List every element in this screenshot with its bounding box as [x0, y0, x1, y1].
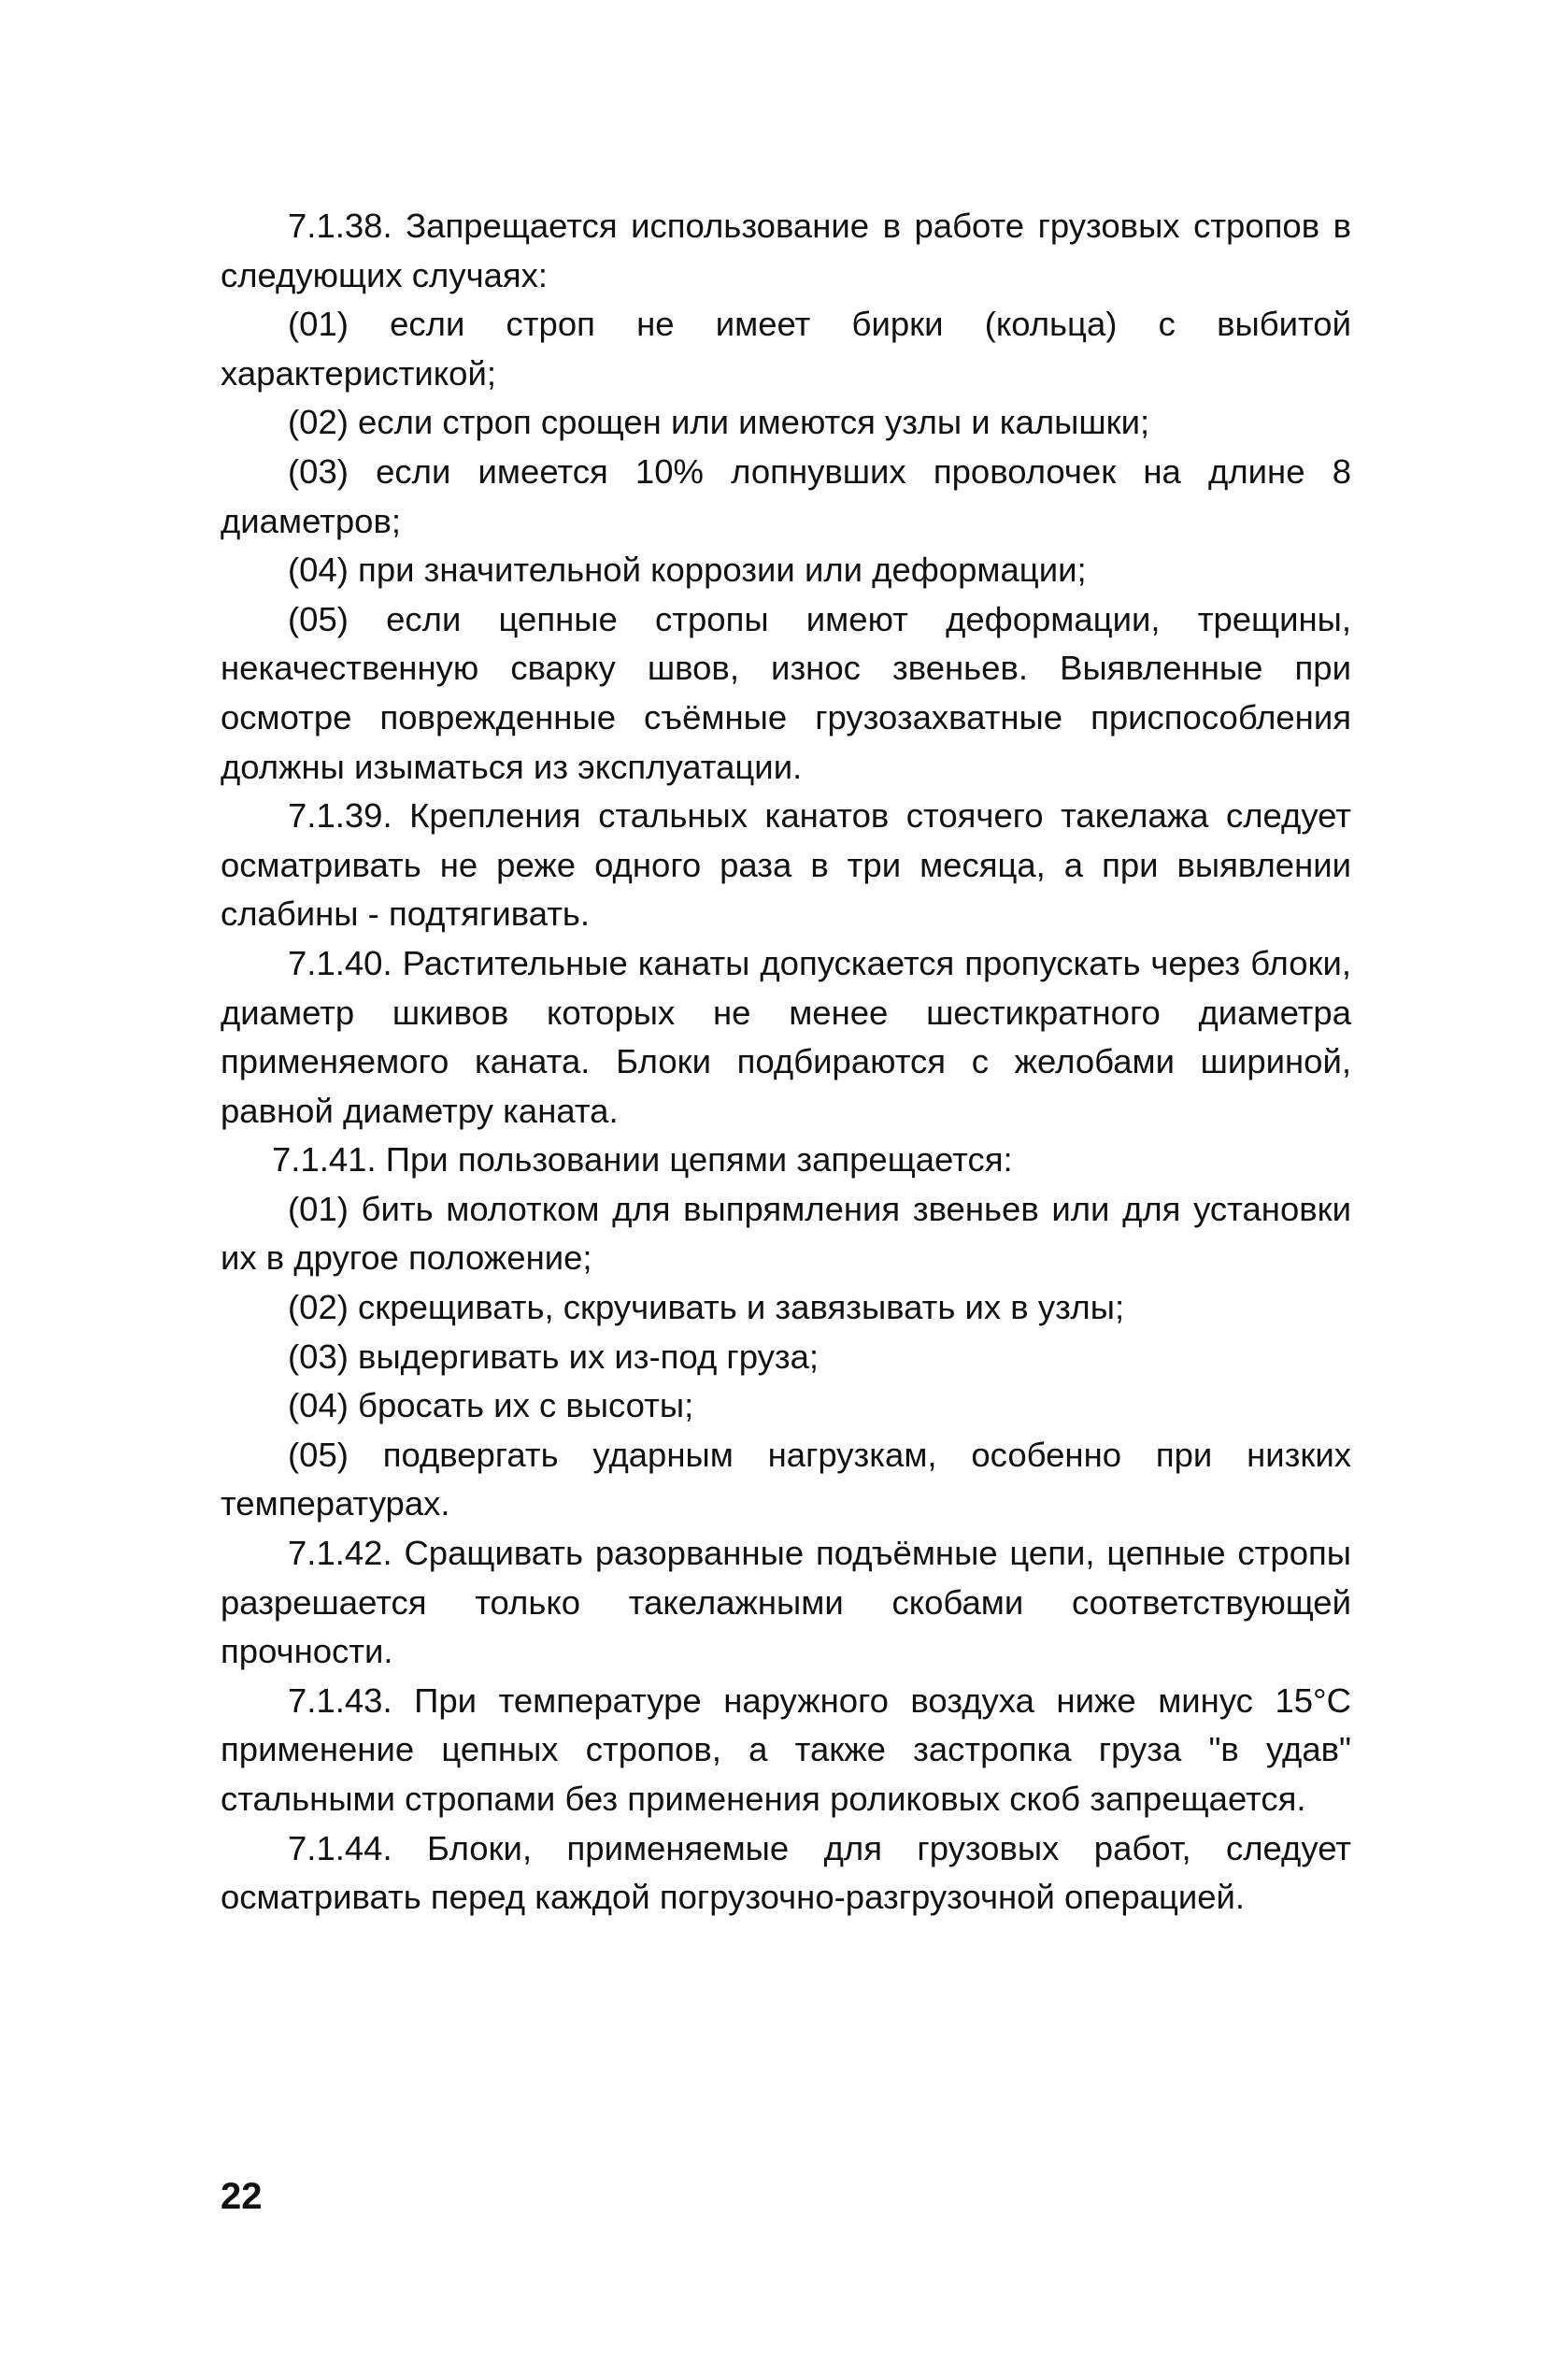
chain-item-01: (01) бить молотком для выпрямления звеньев или для установки их в другое положение;: [221, 1189, 1351, 1278]
list-item-03: (03) если имеется 10% лопнувших проволочек на длине 8 диаметров;: [221, 451, 1351, 540]
page-number: 22: [221, 2176, 263, 2217]
chain-item-04: (04) бросать их с высоты;: [288, 1386, 694, 1425]
chain-item-03: (03) выдергивать их из-под груза;: [288, 1337, 820, 1376]
list-item-05: (05) если цепные стропы имеют деформации, трещины, некачественную сварку швов, износ звеньев. Выявленные при осмотре поврежденные съёмные грузозахватные приспособления должны изыматься из эксплуатации.: [221, 599, 1351, 786]
paragraph-7-1-43: 7.1.43. При температуре наружного воздуха ниже минус 15°С применение цепных стропов, а также застропка груза "в удав" стальными стропами без применения роликовых скоб запрещается.: [221, 1680, 1351, 1818]
body-text: [221, 202, 1351, 1923]
paragraph-7-1-40: 7.1.40. Растительные канаты допускается пропускать через блоки, диаметр шкивов которых не менее шестикратного диаметра применяемого каната. Блоки подбираются с желобами шириной, равной диаметру каната.: [221, 943, 1351, 1130]
list-item-02: (02) если строп срощен или имеются узлы и калышки;: [288, 403, 1150, 442]
chain-item-05: (05) подвергать ударным нагрузкам, особенно при низких температурах.: [221, 1435, 1351, 1523]
paragraph-7-1-41: 7.1.41. При пользовании цепями запрещается:: [272, 1140, 1013, 1180]
list-item-01: (01) если строп не имеет бирки (кольца) с выбитой характеристикой;: [221, 305, 1351, 393]
paragraph-7-1-42: 7.1.42. Сращивать разорванные подъёмные цепи, цепные стропы разрешается только такелажными скобами соответствующей прочности.: [221, 1534, 1351, 1671]
chain-item-02: (02) скрещивать, скручивать и завязывать их в узлы;: [288, 1288, 1125, 1327]
paragraph-7-1-44: 7.1.44. Блоки, применяемые для грузовых работ, следует осматривать перед каждой погрузочно-разгрузочной операцией.: [221, 1828, 1351, 1917]
paragraph-7-1-38: 7.1.38. Запрещается использование в работе грузовых стропов в следующих случаях:: [221, 207, 1351, 294]
list-item-04: (04) при значительной коррозии или деформации;: [288, 551, 1087, 590]
paragraph-7-1-39: 7.1.39. Крепления стальных канатов стоячего такелажа следует осматривать не реже одного раза в три месяца, а при выявлении слабины - подтягивать.: [221, 796, 1351, 934]
